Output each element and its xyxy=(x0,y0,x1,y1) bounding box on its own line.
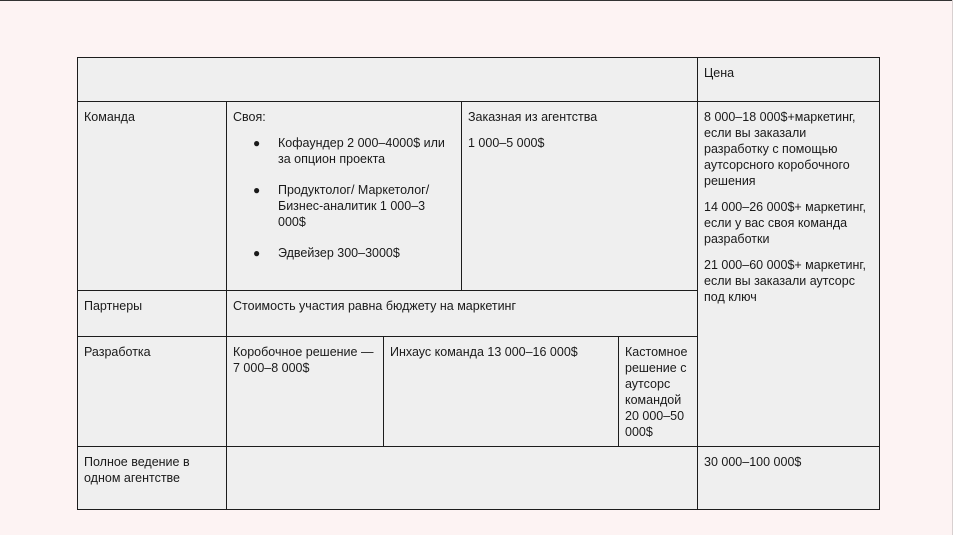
price-header-label: Цена xyxy=(704,66,735,80)
team-label-cell xyxy=(78,102,227,291)
partners-text: Стоимость участия равна бюджету на маркетинг xyxy=(233,299,517,313)
development-inhouse-cell xyxy=(384,337,619,447)
development-boxed: Коробочное решение — 7 000–8 000$ xyxy=(233,345,374,375)
team-own-item: Кофаундер 2 000–4000$ или за опцион проекта xyxy=(278,136,445,166)
development-inhouse: Инхаус команда 13 000–16 000$ xyxy=(390,345,578,359)
price-column-cell xyxy=(698,102,880,447)
development-boxed-cell xyxy=(227,337,384,447)
full-agency-empty-cell xyxy=(227,447,698,510)
development-custom: Кастомное решение с аутсорс командой 20 000–50 000$ xyxy=(625,345,688,439)
header-price-cell xyxy=(698,58,880,102)
development-custom-cell xyxy=(619,337,698,447)
list-item xyxy=(253,135,455,167)
full-agency-price: 30 000–100 000$ xyxy=(704,455,802,469)
full-agency-label-cell xyxy=(78,447,227,510)
partners-label: Партнеры xyxy=(84,299,143,313)
bullet-icon: ● xyxy=(253,246,261,260)
table-row-header xyxy=(78,58,880,102)
list-item xyxy=(253,245,455,261)
team-label: Команда xyxy=(84,110,135,124)
full-agency-price-cell xyxy=(698,447,880,510)
team-own-item: Продуктолог/ Маркетолог/ Бизнес-аналитик 1 000–3 000$ xyxy=(278,183,430,229)
team-own-item: Эдвейзер 300–3000$ xyxy=(278,246,400,260)
price-option-own-team: 14 000–26 000$+ маркетинг, если у вас своя команда разработки xyxy=(704,200,866,246)
partners-label-cell xyxy=(78,291,227,337)
pricing-table xyxy=(77,57,880,510)
full-agency-label: Полное ведение в одном агентстве xyxy=(84,455,190,485)
partners-text-cell xyxy=(227,291,698,337)
header-empty-cell xyxy=(78,58,698,102)
table-row-full-agency xyxy=(78,447,880,510)
table-row-team xyxy=(78,102,880,291)
team-own-cell xyxy=(227,102,462,291)
top-divider xyxy=(0,0,953,1)
team-agency-cell xyxy=(462,102,698,291)
list-item xyxy=(253,182,455,230)
price-option-turnkey: 21 000–60 000$+ маркетинг, если вы заказали аутсорс под ключ xyxy=(704,258,866,304)
team-own-title: Своя: xyxy=(233,110,266,124)
development-label: Разработка xyxy=(84,345,151,359)
bullet-icon: ● xyxy=(253,136,261,150)
team-agency-title: Заказная из агентства xyxy=(468,110,598,124)
price-option-boxed: 8 000–18 000$+маркетинг, если вы заказали разработку с помощью аутсорсного коробочного решения xyxy=(704,110,856,188)
bullet-icon: ● xyxy=(253,183,261,197)
team-own-list xyxy=(233,135,455,261)
team-agency-price: 1 000–5 000$ xyxy=(468,136,545,150)
development-label-cell xyxy=(78,337,227,447)
